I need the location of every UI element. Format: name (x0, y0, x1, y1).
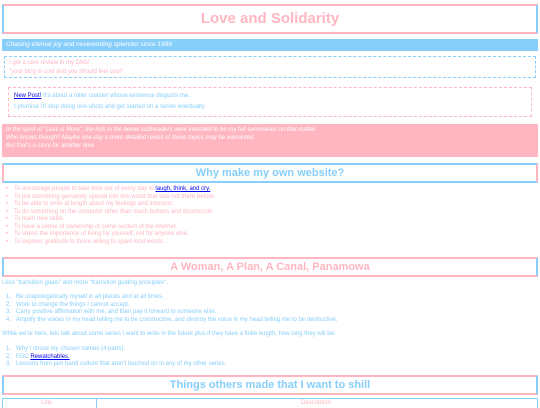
section-heading-shill: Things others made that I want to shill (2, 375, 538, 395)
future-series-list (0, 346, 540, 369)
review-line: I got a rave review in my DMs! (9, 60, 90, 66)
list-item: • To have a sense of ownership of some section of the internet. (0, 224, 540, 232)
list-item: 4. Amplify the voices in my head telling me to be constructive, and destroy the voice in my head telling me to be destructive. (6, 316, 338, 323)
list-item: 1. Be unapologetically myself in all places and at all times. (6, 294, 164, 300)
section-heading-website: Why make my own website? (2, 163, 538, 183)
laugh-think-cry-link[interactable]: laugh, think, and cry. (155, 186, 211, 192)
table-divider (96, 399, 97, 408)
notice-box (2, 124, 538, 157)
series-promise: I promise I'll stop doing one-shots and get started on a series eventually. (14, 104, 206, 110)
rewatchables-link[interactable]: Rewatchables. (30, 353, 70, 360)
list-item: • To express gratitude to those willing to spare kind words. (0, 239, 540, 247)
new-post-line (14, 91, 526, 102)
table-header-description: Description (301, 400, 332, 406)
list-item (0, 186, 540, 194)
website-reasons-list (0, 186, 540, 246)
page-title: Love and Solidarity (2, 4, 538, 34)
list-item: 3. Carry positive affirmation with me, and then pay it forward to someone else. (6, 309, 217, 315)
list-item: 3. Lessons from jam band culture that aren't touched on in any of my other series. (6, 361, 227, 367)
new-post-description: It's about a roller coaster whose existence disgusts me. (41, 93, 190, 99)
list-item: 1. Why I chose my chosen names (4 parts). (6, 346, 126, 352)
list-item: 2. FGC Rewatchables. (6, 353, 70, 360)
section-heading-palindrome: A Woman, A Plan, A Canal, Panamowa (2, 257, 538, 277)
new-post-link[interactable]: New Post! (14, 93, 42, 99)
notice-line: Who knows though? Maybe one day a more detailed revisit of these topics may be warranted. (6, 135, 256, 141)
transition-intro: Less "transition goals" and more "transition guiding principles". (2, 280, 168, 286)
notice-line: But that's a story for another time. (6, 143, 96, 149)
list-item-text: To encourage people to take time out of every day to (14, 186, 156, 192)
list-item: • To do something on the computer other than mash buttons and doomscroll. (0, 209, 540, 217)
list-item: 2. Work to change the things I cannot accept. (6, 301, 130, 308)
notice-line: In the spirit of "Less is More", the lists in the below subheaders were intended to be my full summaries on that matter. (6, 127, 317, 133)
list-item: • To be able to write at length about my feelings and interests. (0, 201, 540, 209)
new-post-box (8, 87, 532, 117)
shill-table (2, 398, 538, 408)
review-quote-box (4, 56, 536, 78)
future-series-intro: While we're here, lets talk about some series I want to write in the future plus if they have a finite length, how long they will be: (2, 331, 336, 337)
list-item: • To learn new skills. (0, 216, 540, 224)
list-item: • To stress the importance of living for yourself, not for anyone else. (0, 231, 540, 239)
list-item: • To put something genuinely special into this world that was not there before. (0, 194, 540, 202)
guiding-principles-list (0, 294, 540, 324)
review-line: "your blog is cool and you should feel cool" (9, 69, 123, 75)
tagline: Chasing eternal joy and neverending splendor since 1999 (2, 39, 538, 51)
table-header-link: Link (41, 400, 53, 406)
